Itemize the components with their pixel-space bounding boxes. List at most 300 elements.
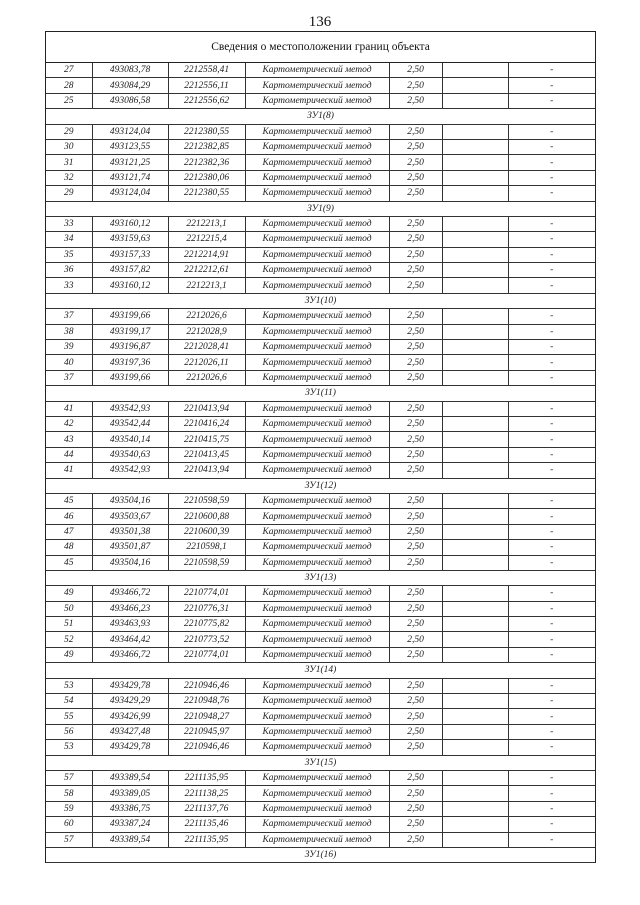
y-coordinate-cell: 2212380,55 — [168, 124, 245, 139]
x-coordinate-cell: 493429,78 — [92, 740, 168, 755]
method-cell: Картометрический метод — [245, 139, 389, 154]
method-cell: Картометрический метод — [245, 832, 389, 847]
x-coordinate-cell: 493199,17 — [92, 324, 168, 339]
x-coordinate-cell: 493542,93 — [92, 401, 168, 416]
x-coordinate-cell: 493466,72 — [92, 586, 168, 601]
point-number-cell: 50 — [46, 601, 92, 616]
accuracy-cell: 2,50 — [389, 63, 442, 78]
section-row — [46, 478, 595, 493]
accuracy-cell: 2,50 — [389, 93, 442, 108]
note-cell: - — [508, 340, 595, 355]
section-row — [46, 755, 595, 770]
y-coordinate-cell: 2210774,01 — [168, 586, 245, 601]
y-coordinate-cell: 2212028,41 — [168, 340, 245, 355]
point-number-cell: 27 — [46, 63, 92, 78]
description-cell — [442, 340, 508, 355]
point-number-cell: 57 — [46, 770, 92, 785]
x-coordinate-cell: 493504,16 — [92, 493, 168, 508]
accuracy-cell: 2,50 — [389, 509, 442, 524]
point-number-cell: 60 — [46, 817, 92, 832]
method-cell: Картометрический метод — [245, 817, 389, 832]
point-number-cell: 47 — [46, 524, 92, 539]
note-cell: - — [508, 786, 595, 801]
point-number-cell: 43 — [46, 432, 92, 447]
accuracy-cell: 2,50 — [389, 401, 442, 416]
accuracy-cell: 2,50 — [389, 278, 442, 293]
description-cell — [442, 540, 508, 555]
x-coordinate-cell: 493157,33 — [92, 247, 168, 262]
table-row — [46, 632, 595, 647]
x-coordinate-cell: 493083,78 — [92, 63, 168, 78]
accuracy-cell: 2,50 — [389, 678, 442, 693]
x-coordinate-cell: 493501,87 — [92, 540, 168, 555]
x-coordinate-cell: 493160,12 — [92, 278, 168, 293]
description-cell — [442, 740, 508, 755]
section-label: ЗУ1(8) — [46, 109, 595, 124]
method-cell: Картометрический метод — [245, 524, 389, 539]
description-cell — [442, 586, 508, 601]
note-cell: - — [508, 401, 595, 416]
y-coordinate-cell: 2211135,46 — [168, 817, 245, 832]
description-cell — [442, 78, 508, 93]
y-coordinate-cell: 2212213,1 — [168, 278, 245, 293]
table-row — [46, 694, 595, 709]
accuracy-cell: 2,50 — [389, 370, 442, 385]
method-cell: Картометрический метод — [245, 724, 389, 739]
table-row — [46, 524, 595, 539]
table-row — [46, 93, 595, 108]
description-cell — [442, 324, 508, 339]
table-row — [46, 216, 595, 231]
point-number-cell: 36 — [46, 263, 92, 278]
note-cell: - — [508, 170, 595, 185]
x-coordinate-cell: 493463,93 — [92, 617, 168, 632]
accuracy-cell: 2,50 — [389, 355, 442, 370]
description-cell — [442, 447, 508, 462]
description-cell — [442, 124, 508, 139]
x-coordinate-cell: 493121,25 — [92, 155, 168, 170]
point-number-cell: 35 — [46, 247, 92, 262]
table-row — [46, 263, 595, 278]
section-label: ЗУ1(12) — [46, 478, 595, 493]
accuracy-cell: 2,50 — [389, 247, 442, 262]
note-cell: - — [508, 555, 595, 570]
method-cell: Картометрический метод — [245, 740, 389, 755]
table-row — [46, 78, 595, 93]
method-cell: Картометрический метод — [245, 401, 389, 416]
point-number-cell: 39 — [46, 340, 92, 355]
section-label: ЗУ1(9) — [46, 201, 595, 216]
point-number-cell: 28 — [46, 78, 92, 93]
x-coordinate-cell: 493503,67 — [92, 509, 168, 524]
section-row — [46, 847, 595, 862]
boundary-points-table — [46, 63, 595, 863]
note-cell: - — [508, 432, 595, 447]
point-number-cell: 53 — [46, 740, 92, 755]
point-number-cell: 56 — [46, 724, 92, 739]
point-number-cell: 59 — [46, 801, 92, 816]
table-row — [46, 647, 595, 662]
x-coordinate-cell: 493389,54 — [92, 770, 168, 785]
x-coordinate-cell: 493084,29 — [92, 78, 168, 93]
y-coordinate-cell: 2212558,41 — [168, 63, 245, 78]
y-coordinate-cell: 2210773,52 — [168, 632, 245, 647]
note-cell: - — [508, 770, 595, 785]
accuracy-cell: 2,50 — [389, 186, 442, 201]
note-cell: - — [508, 724, 595, 739]
table-row — [46, 63, 595, 78]
point-number-cell: 30 — [46, 139, 92, 154]
point-number-cell: 45 — [46, 555, 92, 570]
point-number-cell: 37 — [46, 370, 92, 385]
method-cell: Картометрический метод — [245, 586, 389, 601]
x-coordinate-cell: 493387,24 — [92, 817, 168, 832]
y-coordinate-cell: 2212382,36 — [168, 155, 245, 170]
note-cell: - — [508, 586, 595, 601]
y-coordinate-cell: 2212215,4 — [168, 232, 245, 247]
description-cell — [442, 278, 508, 293]
method-cell: Картометрический метод — [245, 416, 389, 431]
table-row — [46, 601, 595, 616]
description-cell — [442, 463, 508, 478]
y-coordinate-cell: 2211138,25 — [168, 786, 245, 801]
note-cell: - — [508, 370, 595, 385]
note-cell: - — [508, 647, 595, 662]
description-cell — [442, 801, 508, 816]
note-cell: - — [508, 694, 595, 709]
method-cell: Картометрический метод — [245, 632, 389, 647]
method-cell: Картометрический метод — [245, 63, 389, 78]
description-cell — [442, 555, 508, 570]
description-cell — [442, 632, 508, 647]
method-cell: Картометрический метод — [245, 647, 389, 662]
accuracy-cell: 2,50 — [389, 340, 442, 355]
table-row — [46, 232, 595, 247]
description-cell — [442, 770, 508, 785]
y-coordinate-cell: 2210598,59 — [168, 555, 245, 570]
x-coordinate-cell: 493386,75 — [92, 801, 168, 816]
method-cell: Картометрический метод — [245, 124, 389, 139]
accuracy-cell: 2,50 — [389, 817, 442, 832]
y-coordinate-cell: 2210415,75 — [168, 432, 245, 447]
section-row — [46, 109, 595, 124]
accuracy-cell: 2,50 — [389, 617, 442, 632]
x-coordinate-cell: 493124,04 — [92, 186, 168, 201]
description-cell — [442, 186, 508, 201]
y-coordinate-cell: 2211137,76 — [168, 801, 245, 816]
description-cell — [442, 647, 508, 662]
note-cell: - — [508, 540, 595, 555]
note-cell: - — [508, 493, 595, 508]
section-row — [46, 293, 595, 308]
accuracy-cell: 2,50 — [389, 78, 442, 93]
accuracy-cell: 2,50 — [389, 770, 442, 785]
method-cell: Картометрический метод — [245, 78, 389, 93]
table-row — [46, 416, 595, 431]
point-number-cell: 25 — [46, 93, 92, 108]
note-cell: - — [508, 139, 595, 154]
description-cell — [442, 509, 508, 524]
note-cell: - — [508, 216, 595, 231]
method-cell: Картометрический метод — [245, 786, 389, 801]
accuracy-cell: 2,50 — [389, 124, 442, 139]
method-cell: Картометрический метод — [245, 509, 389, 524]
point-number-cell: 29 — [46, 186, 92, 201]
method-cell: Картометрический метод — [245, 93, 389, 108]
accuracy-cell: 2,50 — [389, 416, 442, 431]
x-coordinate-cell: 493124,04 — [92, 124, 168, 139]
y-coordinate-cell: 2210598,59 — [168, 493, 245, 508]
x-coordinate-cell: 493504,16 — [92, 555, 168, 570]
note-cell: - — [508, 601, 595, 616]
accuracy-cell: 2,50 — [389, 740, 442, 755]
point-number-cell: 44 — [46, 447, 92, 462]
method-cell: Картометрический метод — [245, 278, 389, 293]
point-number-cell: 53 — [46, 678, 92, 693]
point-number-cell: 57 — [46, 832, 92, 847]
method-cell: Картометрический метод — [245, 770, 389, 785]
accuracy-cell: 2,50 — [389, 786, 442, 801]
method-cell: Картометрический метод — [245, 447, 389, 462]
description-cell — [442, 355, 508, 370]
description-cell — [442, 678, 508, 693]
y-coordinate-cell: 2210600,88 — [168, 509, 245, 524]
note-cell: - — [508, 447, 595, 462]
y-coordinate-cell: 2212556,11 — [168, 78, 245, 93]
table-title: Сведения о местоположении границ объекта — [46, 32, 595, 63]
point-number-cell: 32 — [46, 170, 92, 185]
note-cell: - — [508, 324, 595, 339]
accuracy-cell: 2,50 — [389, 524, 442, 539]
note-cell: - — [508, 186, 595, 201]
x-coordinate-cell: 493542,44 — [92, 416, 168, 431]
table-row — [46, 186, 595, 201]
section-label: ЗУ1(15) — [46, 755, 595, 770]
accuracy-cell: 2,50 — [389, 170, 442, 185]
note-cell: - — [508, 247, 595, 262]
point-number-cell: 31 — [46, 155, 92, 170]
section-label: ЗУ1(13) — [46, 570, 595, 585]
y-coordinate-cell: 2210598,1 — [168, 540, 245, 555]
method-cell: Картометрический метод — [245, 801, 389, 816]
method-cell: Картометрический метод — [245, 309, 389, 324]
table-row — [46, 155, 595, 170]
accuracy-cell: 2,50 — [389, 832, 442, 847]
point-number-cell: 34 — [46, 232, 92, 247]
accuracy-cell: 2,50 — [389, 447, 442, 462]
x-coordinate-cell: 493197,36 — [92, 355, 168, 370]
point-number-cell: 29 — [46, 124, 92, 139]
table-row — [46, 324, 595, 339]
point-number-cell: 42 — [46, 416, 92, 431]
y-coordinate-cell: 2212214,91 — [168, 247, 245, 262]
table-row — [46, 709, 595, 724]
y-coordinate-cell: 2210413,94 — [168, 401, 245, 416]
description-cell — [442, 786, 508, 801]
point-number-cell: 40 — [46, 355, 92, 370]
note-cell: - — [508, 678, 595, 693]
accuracy-cell: 2,50 — [389, 709, 442, 724]
table-row — [46, 770, 595, 785]
table-row — [46, 832, 595, 847]
method-cell: Картометрический метод — [245, 170, 389, 185]
note-cell: - — [508, 124, 595, 139]
accuracy-cell: 2,50 — [389, 232, 442, 247]
description-cell — [442, 401, 508, 416]
x-coordinate-cell: 493426,99 — [92, 709, 168, 724]
table-row — [46, 447, 595, 462]
accuracy-cell: 2,50 — [389, 309, 442, 324]
accuracy-cell: 2,50 — [389, 216, 442, 231]
table-row — [46, 401, 595, 416]
description-cell — [442, 817, 508, 832]
note-cell: - — [508, 93, 595, 108]
y-coordinate-cell: 2210774,01 — [168, 647, 245, 662]
point-number-cell: 49 — [46, 647, 92, 662]
table-row — [46, 801, 595, 816]
accuracy-cell: 2,50 — [389, 139, 442, 154]
y-coordinate-cell: 2210948,27 — [168, 709, 245, 724]
description-cell — [442, 432, 508, 447]
accuracy-cell: 2,50 — [389, 263, 442, 278]
note-cell: - — [508, 355, 595, 370]
table-row — [46, 617, 595, 632]
y-coordinate-cell: 2212026,11 — [168, 355, 245, 370]
point-number-cell: 33 — [46, 278, 92, 293]
note-cell: - — [508, 309, 595, 324]
y-coordinate-cell: 2211135,95 — [168, 770, 245, 785]
description-cell — [442, 370, 508, 385]
point-number-cell: 55 — [46, 709, 92, 724]
accuracy-cell: 2,50 — [389, 540, 442, 555]
table-row — [46, 309, 595, 324]
description-cell — [442, 493, 508, 508]
point-number-cell: 58 — [46, 786, 92, 801]
point-number-cell: 41 — [46, 463, 92, 478]
table-row — [46, 432, 595, 447]
y-coordinate-cell: 2210775,82 — [168, 617, 245, 632]
section-row — [46, 386, 595, 401]
description-cell — [442, 263, 508, 278]
table-row — [46, 724, 595, 739]
point-number-cell: 45 — [46, 493, 92, 508]
method-cell: Картометрический метод — [245, 493, 389, 508]
accuracy-cell: 2,50 — [389, 724, 442, 739]
x-coordinate-cell: 493086,58 — [92, 93, 168, 108]
table-row — [46, 278, 595, 293]
x-coordinate-cell: 493196,87 — [92, 340, 168, 355]
x-coordinate-cell: 493429,29 — [92, 694, 168, 709]
description-cell — [442, 416, 508, 431]
table-row — [46, 370, 595, 385]
y-coordinate-cell: 2210948,76 — [168, 694, 245, 709]
point-number-cell: 38 — [46, 324, 92, 339]
description-cell — [442, 93, 508, 108]
point-number-cell: 41 — [46, 401, 92, 416]
description-cell — [442, 309, 508, 324]
note-cell: - — [508, 617, 595, 632]
accuracy-cell: 2,50 — [389, 801, 442, 816]
description-cell — [442, 617, 508, 632]
method-cell: Картометрический метод — [245, 355, 389, 370]
table-row — [46, 139, 595, 154]
x-coordinate-cell: 493464,42 — [92, 632, 168, 647]
x-coordinate-cell: 493121,74 — [92, 170, 168, 185]
note-cell: - — [508, 524, 595, 539]
y-coordinate-cell: 2212382,85 — [168, 139, 245, 154]
table-row — [46, 586, 595, 601]
accuracy-cell: 2,50 — [389, 463, 442, 478]
method-cell: Картометрический метод — [245, 186, 389, 201]
y-coordinate-cell: 2210413,45 — [168, 447, 245, 462]
method-cell: Картометрический метод — [245, 340, 389, 355]
method-cell: Картометрический метод — [245, 678, 389, 693]
point-number-cell: 33 — [46, 216, 92, 231]
y-coordinate-cell: 2211135,95 — [168, 832, 245, 847]
accuracy-cell: 2,50 — [389, 601, 442, 616]
section-label: ЗУ1(10) — [46, 293, 595, 308]
description-cell — [442, 601, 508, 616]
method-cell: Картометрический метод — [245, 463, 389, 478]
table-row — [46, 817, 595, 832]
accuracy-cell: 2,50 — [389, 694, 442, 709]
y-coordinate-cell: 2212026,6 — [168, 370, 245, 385]
method-cell: Картометрический метод — [245, 555, 389, 570]
point-number-cell: 48 — [46, 540, 92, 555]
x-coordinate-cell: 493466,23 — [92, 601, 168, 616]
table-row — [46, 678, 595, 693]
note-cell: - — [508, 632, 595, 647]
description-cell — [442, 247, 508, 262]
method-cell: Картометрический метод — [245, 324, 389, 339]
description-cell — [442, 232, 508, 247]
page-number: 136 — [308, 14, 332, 30]
table-row — [46, 540, 595, 555]
note-cell: - — [508, 740, 595, 755]
point-number-cell: 37 — [46, 309, 92, 324]
y-coordinate-cell: 2212026,6 — [168, 309, 245, 324]
y-coordinate-cell: 2210600,39 — [168, 524, 245, 539]
boundary-table-frame — [45, 31, 596, 863]
table-row — [46, 786, 595, 801]
accuracy-cell: 2,50 — [389, 432, 442, 447]
point-number-cell: 49 — [46, 586, 92, 601]
description-cell — [442, 724, 508, 739]
description-cell — [442, 694, 508, 709]
accuracy-cell: 2,50 — [389, 324, 442, 339]
y-coordinate-cell: 2212380,55 — [168, 186, 245, 201]
method-cell: Картометрический метод — [245, 709, 389, 724]
note-cell: - — [508, 509, 595, 524]
description-cell — [442, 832, 508, 847]
table-row — [46, 124, 595, 139]
method-cell: Картометрический метод — [245, 232, 389, 247]
accuracy-cell: 2,50 — [389, 586, 442, 601]
accuracy-cell: 2,50 — [389, 155, 442, 170]
note-cell: - — [508, 709, 595, 724]
y-coordinate-cell: 2212556,62 — [168, 93, 245, 108]
note-cell: - — [508, 155, 595, 170]
point-number-cell: 52 — [46, 632, 92, 647]
method-cell: Картометрический метод — [245, 694, 389, 709]
x-coordinate-cell: 493429,78 — [92, 678, 168, 693]
y-coordinate-cell: 2210776,31 — [168, 601, 245, 616]
note-cell: - — [508, 832, 595, 847]
accuracy-cell: 2,50 — [389, 632, 442, 647]
table-row — [46, 355, 595, 370]
method-cell: Картометрический метод — [245, 540, 389, 555]
method-cell: Картометрический метод — [245, 601, 389, 616]
